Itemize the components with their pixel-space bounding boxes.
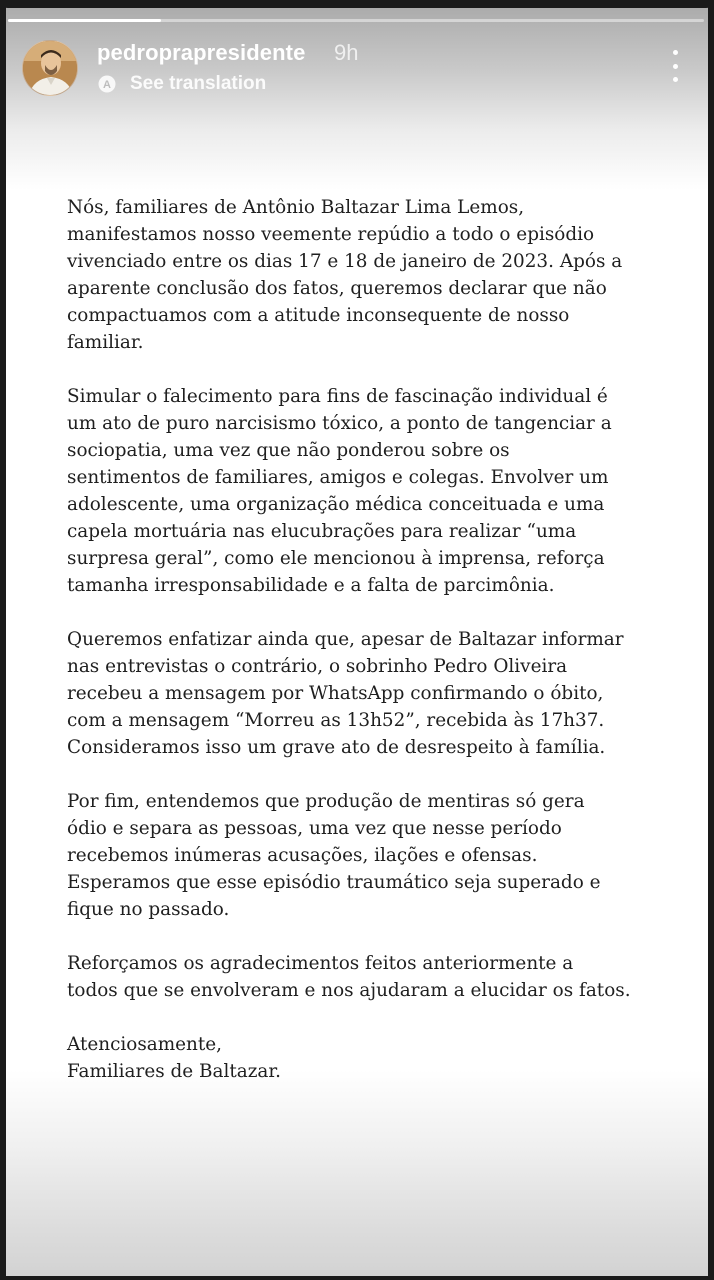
see-translation-button[interactable] (97, 72, 266, 96)
post-time: 9h (334, 40, 359, 65)
story-header (0, 32, 714, 102)
statement-signature: Atenciosamente, Familiares de Baltazar. (67, 1034, 281, 1082)
story-progress-fill (8, 19, 161, 22)
more-vertical-icon-dot (673, 50, 678, 55)
story-progress-bar (8, 19, 704, 22)
avatar[interactable] (22, 40, 78, 96)
screen-bezel-left (0, 0, 6, 1280)
profile-photo-icon (23, 41, 77, 95)
statement-paragraph: Por fim, entendemos que produção de mentiras só gera ódio e separa as pessoas, uma vez que nesse período recebemos inúmeras acusações, ilações e ofensas. Esperamos que esse episódio traumático seja superado e fique no passado. (67, 791, 601, 920)
see-translation-label: See translation (130, 73, 267, 94)
screen-bezel-right (708, 0, 714, 1280)
translate-icon (97, 74, 117, 94)
statement-paragraph: Reforçamos os agradecimentos feitos anteriormente a todos que se envolveram e nos ajudaram a elucidar os fatos. (67, 953, 631, 1001)
more-vertical-icon-dot (673, 77, 678, 82)
screen-bezel-top (0, 0, 714, 8)
screen-bezel-bottom (0, 1276, 714, 1280)
statement-paragraph: Queremos enfatizar ainda que, apesar de Baltazar informar nas entrevistas o contrário, o sobrinho Pedro Oliveira recebeu a mensagem por WhatsApp confirmando o óbito, com a mensagem “Morreu as 13h52”, recebida às 17h37. Consideramos isso um grave ato de desrespeito à família. (67, 629, 624, 758)
more-options-button[interactable] (662, 50, 688, 82)
username[interactable]: pedroprapresidente (97, 40, 306, 65)
more-vertical-icon-dot (673, 64, 678, 69)
svg-text:A: A (103, 79, 111, 91)
statement-paragraph: Nós, familiares de Antônio Baltazar Lima Lemos, manifestamos nosso veemente repúdio a todo o episódio vivenciado entre os dias 17 e 18 de janeiro de 2023. Após a aparente conclusão dos fatos, queremos declarar que não compactuamos com a atitude inconsequente de nosso familiar. (67, 197, 623, 353)
statement-paragraph: Simular o falecimento para fins de fascinação individual é um ato de puro narcisismo tóxico, a ponto de tangenciar a sociopatia, uma vez que não ponderou sobre os sentimentos de familiares, amigos e colegas. Envolver um adolescente, uma organização médica conceituada e uma capela mortuária nas elucubrações para realizar “uma surpresa geral”, como ele mencionou à imprensa, reforça tamanha irresponsabilidade e a falta de parcimônia. (67, 386, 612, 596)
family-statement (67, 194, 687, 1085)
